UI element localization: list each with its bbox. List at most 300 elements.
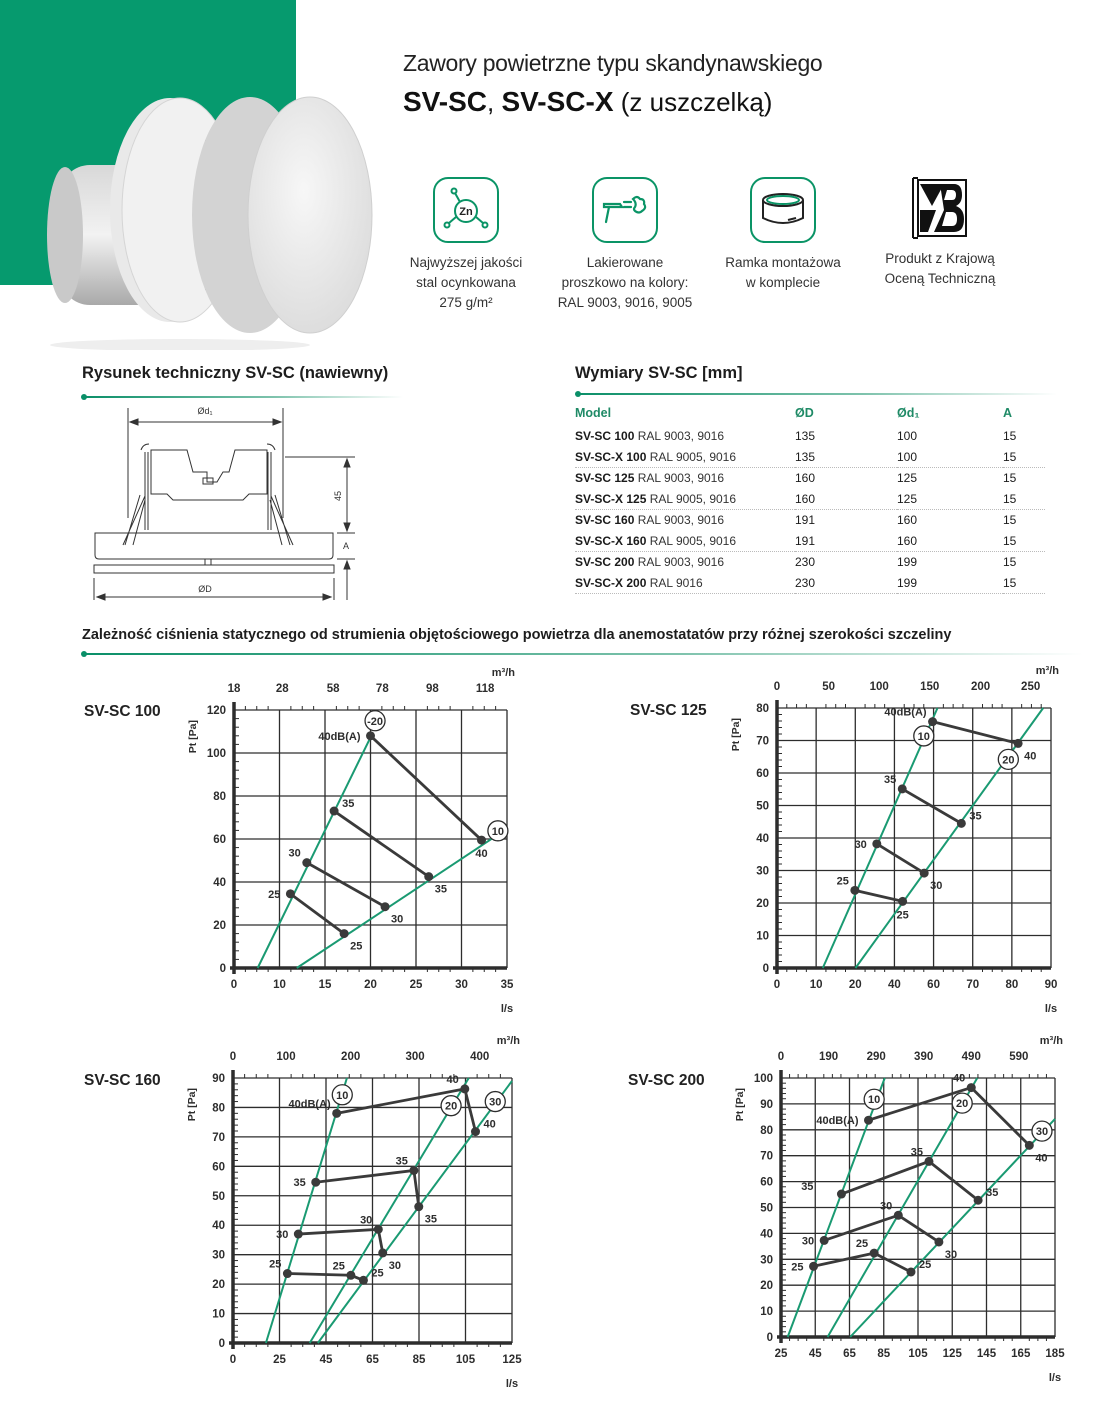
data-point-label: 30	[288, 847, 301, 860]
gap-width-label: 30	[1035, 1126, 1049, 1139]
chart-title-sv-sc-100: SV-SC 100	[84, 703, 161, 720]
cell-d1: 199	[897, 555, 918, 570]
cell-A: 15	[1003, 555, 1017, 570]
x-tick-label: 145	[976, 1348, 997, 1360]
x-axis-unit: l/s	[505, 1378, 519, 1390]
data-point	[283, 1269, 292, 1278]
top-tick-label: 50	[822, 681, 836, 693]
model-name: SV-SC	[403, 86, 488, 117]
itb-logo-icon	[909, 177, 971, 239]
x-axis-unit: l/s	[1044, 1003, 1058, 1015]
data-point-label: 40	[1035, 1152, 1048, 1165]
x-tick-label: 20	[848, 979, 862, 991]
gap-width-label: 10	[917, 730, 930, 743]
y-tick-label: 60	[760, 1176, 773, 1189]
top-tick-label: 200	[341, 1051, 361, 1063]
y-tick-label: 20	[756, 898, 769, 910]
x-axis-unit: l/s	[1048, 1372, 1062, 1384]
zinc-molecule-icon	[433, 177, 499, 243]
x-tick-label: 30	[455, 979, 468, 991]
data-point	[809, 1262, 818, 1271]
model-name: SV-SC-X 160	[575, 533, 647, 548]
y-tick-label: 0	[218, 1338, 225, 1350]
top-tick-label: 18	[227, 683, 241, 695]
data-point-label: 25	[332, 1260, 345, 1273]
data-point-label: 30	[360, 1214, 373, 1227]
ral-colors: RAL 9003, 9016	[637, 471, 725, 486]
col-D: ØD	[795, 406, 814, 420]
data-point	[898, 897, 907, 906]
y-tick-label: 0	[766, 1332, 773, 1344]
data-point	[870, 1249, 879, 1258]
y-tick-label: 90	[760, 1098, 773, 1111]
data-point	[294, 1230, 303, 1239]
cell-model	[575, 468, 795, 489]
x-tick-label: 105	[455, 1354, 476, 1366]
top-tick-label: 490	[961, 1051, 981, 1063]
data-point-label: 40dB(A)	[884, 706, 927, 719]
y-tick-label: 30	[756, 865, 769, 878]
data-point-label: 35	[342, 798, 355, 811]
cell-d1: 100	[897, 447, 1003, 468]
cell-D: 191	[795, 513, 816, 528]
x-tick-label: 15	[318, 979, 332, 991]
y-axis-label: Pt [Pa]	[187, 720, 199, 754]
data-point	[906, 1267, 915, 1276]
cell-model	[575, 531, 795, 552]
data-point	[366, 731, 375, 740]
noise-line-25db	[855, 890, 903, 901]
ral-colors: RAL 9003, 9016	[637, 513, 725, 528]
table-row	[575, 447, 1045, 468]
data-point	[414, 1202, 423, 1211]
cell-D: 135	[795, 447, 897, 468]
x-tick-label: 0	[773, 979, 781, 991]
table-row	[575, 573, 1045, 594]
data-point	[934, 1237, 943, 1246]
data-point	[477, 836, 486, 845]
data-point-label: 25	[268, 888, 281, 901]
data-point-label: 30	[391, 913, 404, 926]
technical-drawing	[85, 400, 375, 605]
x-tick-label: 35	[500, 979, 514, 991]
y-axis-label: Pt [Pa]	[730, 718, 742, 752]
x-tick-label: 10	[273, 979, 286, 991]
data-point	[374, 1225, 383, 1234]
y-axis-label: Pt [Pa]	[734, 1088, 746, 1122]
data-point-label: 40dB(A)	[318, 730, 361, 743]
top-tick-label: 28	[275, 683, 289, 695]
data-point	[1025, 1141, 1034, 1150]
noise-line-35db	[334, 811, 429, 877]
model-name-x: SV-SC-X	[501, 86, 614, 117]
col-A: A	[1003, 406, 1013, 420]
pressure-flow-chart	[722, 648, 1086, 1038]
data-point-label: 30	[944, 1248, 958, 1261]
separator: ,	[487, 87, 502, 117]
chart-title-sv-sc-125: SV-SC 125	[630, 702, 707, 719]
data-point	[850, 886, 859, 895]
top-tick-label: 400	[470, 1051, 490, 1063]
y-tick-label: 80	[760, 1124, 773, 1137]
data-point-label: 35	[395, 1155, 408, 1168]
y-tick-label: 40	[212, 1220, 225, 1233]
cell-A: 15	[1003, 471, 1017, 486]
cell-d1: 125	[897, 471, 918, 486]
cell-d1: 160	[897, 513, 918, 528]
data-point-label: 25	[791, 1261, 804, 1274]
y-tick-label: 30	[760, 1254, 773, 1267]
x-tick-label: 125	[502, 1354, 522, 1366]
top-axis-unit: m³/h	[496, 1035, 520, 1047]
cell-d1: 160	[897, 531, 1003, 552]
data-point-label: 30	[854, 838, 867, 851]
model-name: SV-SC 125	[575, 471, 635, 486]
gap-width-label: 20	[956, 1098, 969, 1111]
top-tick-label: 250	[1021, 681, 1041, 693]
cell-D: 230	[795, 573, 897, 594]
x-tick-label: 165	[1011, 1348, 1031, 1360]
data-point	[330, 807, 339, 816]
data-point	[286, 889, 295, 898]
data-point-label: 40dB(A)	[288, 1098, 331, 1111]
ral-colors: RAL 9005, 9016	[649, 533, 737, 548]
noise-line-40db	[869, 1088, 1030, 1146]
gap-line-20	[310, 1078, 469, 1343]
model-name: SV-SC 200	[575, 555, 635, 570]
x-tick-label: 25	[273, 1354, 286, 1366]
y-tick-label: 50	[756, 800, 769, 813]
data-point	[1014, 739, 1023, 748]
data-point	[346, 1271, 355, 1280]
chart-title-sv-sc-200: SV-SC 200	[628, 1072, 705, 1089]
x-tick-label: 45	[319, 1354, 333, 1366]
data-point-label: 35	[884, 773, 897, 786]
y-tick-label: 100	[206, 748, 226, 760]
gap-width-label: 30	[489, 1096, 502, 1109]
noise-line-40db	[371, 736, 482, 840]
top-tick-label: 190	[819, 1051, 839, 1063]
model-note: (z uszczelką)	[613, 87, 773, 117]
cell-model	[575, 573, 795, 594]
top-tick-label: 0	[773, 681, 781, 693]
y-tick-label: 40	[760, 1228, 773, 1241]
y-tick-label: 50	[760, 1202, 773, 1215]
data-point	[332, 1109, 341, 1118]
data-point	[974, 1196, 983, 1205]
y-tick-label: 120	[206, 705, 226, 717]
y-tick-label: 60	[756, 768, 769, 780]
top-tick-label: 390	[914, 1051, 934, 1063]
x-tick-label: 0	[229, 1354, 237, 1366]
feature-caption: RAL 9003, 9016, 9005	[557, 295, 693, 310]
feature-caption: proszkowo na kolory:	[561, 275, 689, 290]
x-tick-label: 90	[1044, 979, 1058, 991]
cell-D: 135	[795, 429, 816, 444]
top-tick-label: 590	[1009, 1051, 1029, 1063]
table-row	[575, 552, 1045, 573]
top-tick-label: 150	[920, 681, 940, 693]
data-point	[924, 1157, 933, 1166]
x-tick-label: 65	[843, 1348, 856, 1360]
data-point-label: 25	[350, 940, 363, 953]
top-axis-unit: m³/h	[491, 667, 515, 679]
top-tick-label: 118	[475, 683, 495, 695]
gap-width-label: 10	[491, 825, 505, 838]
data-point-label: 30	[930, 880, 943, 893]
x-axis-unit: l/s	[500, 1003, 514, 1015]
y-tick-label: 70	[756, 735, 769, 748]
feature-caption: Produkt z Krajową	[885, 251, 995, 266]
feature-technical-assessment	[860, 177, 1020, 289]
data-point	[820, 1236, 829, 1245]
data-point	[302, 858, 311, 867]
mounting-frame-icon	[750, 177, 816, 243]
x-tick-label: 105	[908, 1348, 928, 1360]
data-point	[311, 1178, 320, 1187]
cell-d1: 199	[897, 573, 1003, 594]
y-tick-label: 70	[212, 1131, 225, 1144]
data-point-label: 25	[371, 1267, 384, 1280]
table-row	[575, 489, 1045, 510]
cell-model	[575, 489, 795, 510]
top-tick-label: 98	[425, 683, 439, 695]
feature-caption: stal ocynkowana	[416, 275, 516, 290]
y-tick-label: 40	[213, 877, 226, 889]
noise-line-30db	[824, 1215, 939, 1242]
x-tick-label: 80	[1005, 979, 1019, 991]
x-tick-label: 85	[877, 1348, 891, 1360]
data-point	[409, 1166, 418, 1175]
ral-colors: RAL 9016	[649, 575, 703, 590]
cell-d1: 125	[897, 489, 1003, 510]
table-row	[575, 531, 1045, 552]
x-tick-label: 40	[888, 979, 901, 991]
data-point	[471, 1127, 480, 1136]
data-point	[460, 1084, 469, 1093]
data-point	[898, 784, 907, 793]
data-point	[381, 902, 390, 911]
dimension-d1-label: Ød₁	[197, 406, 213, 416]
x-tick-label: 70	[966, 979, 980, 991]
top-tick-label: 290	[866, 1051, 886, 1063]
data-point-label: 25	[855, 1238, 869, 1251]
feature-caption: Oceną Techniczną	[884, 271, 996, 286]
gap-line--20	[258, 734, 373, 968]
y-tick-label: 80	[213, 791, 226, 803]
data-point	[872, 839, 881, 848]
dimensions-title: Wymiary SV-SC [mm]	[575, 364, 743, 382]
spray-gun-icon	[592, 177, 658, 243]
gap-width-label: 10	[868, 1094, 881, 1107]
table-row	[575, 468, 1045, 489]
feature-caption: 275 g/m²	[439, 295, 493, 310]
top-tick-label: 200	[970, 681, 991, 693]
y-tick-label: 40	[756, 833, 769, 845]
noise-line-35db	[902, 789, 961, 823]
feature-caption: Lakierowane	[586, 255, 664, 270]
data-point-label: 40	[446, 1073, 459, 1086]
data-point	[424, 872, 433, 881]
top-tick-label: 0	[229, 1051, 237, 1063]
feature-mounting-frame	[703, 177, 863, 293]
page-title: Zawory powietrzne typu skandynawskiego	[403, 50, 823, 76]
x-tick-label: 60	[927, 979, 940, 991]
y-tick-label: 20	[213, 920, 226, 932]
top-tick-label: 0	[777, 1051, 785, 1063]
data-point-label: 40dB(A)	[816, 1115, 859, 1128]
data-point-label: 35	[293, 1177, 306, 1190]
ral-colors: RAL 9005, 9016	[649, 449, 737, 464]
y-tick-label: 100	[753, 1073, 773, 1085]
cell-model	[575, 510, 795, 531]
data-point-label: 35	[801, 1181, 814, 1194]
ral-colors: RAL 9003, 9016	[637, 555, 725, 570]
data-point	[359, 1276, 368, 1285]
y-tick-label: 50	[212, 1190, 225, 1203]
gap-width-label: 20	[444, 1100, 458, 1113]
product-photo	[40, 90, 390, 350]
pressure-flow-chart	[726, 1018, 1090, 1407]
data-point-label: 30	[388, 1259, 401, 1272]
cell-A: 15	[1003, 573, 1045, 594]
cell-A: 15	[1003, 447, 1045, 468]
table-header-row	[575, 400, 1045, 426]
section-rule	[83, 396, 403, 398]
data-point	[894, 1211, 903, 1220]
y-tick-label: 10	[760, 1306, 773, 1319]
y-tick-label: 60	[213, 834, 226, 846]
data-point-label: 35	[434, 883, 447, 896]
y-tick-label: 0	[219, 963, 226, 975]
cell-d1: 100	[897, 429, 918, 444]
y-tick-label: 30	[212, 1249, 225, 1262]
feature-galvanized-steel	[386, 177, 546, 313]
data-point	[928, 717, 937, 726]
y-axis-label: Pt [Pa]	[186, 1088, 198, 1122]
y-tick-label: 20	[212, 1279, 225, 1292]
x-tick-label: 20	[364, 979, 377, 991]
y-tick-label: 90	[212, 1073, 225, 1085]
top-tick-label: 100	[276, 1051, 296, 1063]
data-point-label: 25	[896, 909, 909, 922]
data-point-label: 30	[276, 1229, 289, 1242]
noise-line-30db	[307, 863, 385, 907]
data-point	[920, 869, 929, 878]
pressure-flow-chart	[178, 1018, 547, 1413]
cell-D: 191	[795, 531, 897, 552]
dimension-D-label: ØD	[198, 584, 212, 594]
data-point-label: 25	[836, 875, 849, 888]
data-point-label: 35	[969, 810, 982, 823]
drawing-title: Rysunek techniczny SV-SC (nawiewny)	[82, 364, 389, 382]
y-tick-label: 20	[760, 1280, 773, 1293]
y-tick-label: 10	[756, 930, 769, 943]
cell-model	[575, 447, 795, 468]
feature-caption: Ramka montażowa	[725, 255, 841, 270]
data-point	[957, 819, 966, 828]
top-tick-label: 78	[375, 683, 389, 695]
dimensions-table	[575, 400, 1045, 594]
data-point-label: 35	[986, 1187, 999, 1200]
x-tick-label: 125	[942, 1348, 962, 1360]
top-axis-unit: m³/h	[1035, 665, 1059, 677]
top-tick-label: 58	[326, 683, 340, 695]
table-row	[575, 510, 1045, 531]
model-name: SV-SC-X 100	[575, 449, 647, 464]
data-point-label: 40	[1024, 750, 1037, 763]
chart-title-sv-sc-160: SV-SC 160	[84, 1072, 161, 1089]
data-point	[967, 1083, 976, 1092]
cell-D: 160	[795, 471, 816, 486]
data-point-label: 30	[801, 1235, 815, 1248]
y-tick-label: 10	[212, 1308, 225, 1321]
y-tick-label: 0	[762, 963, 769, 975]
gap-width-label: 20	[1002, 754, 1015, 767]
model-name: SV-SC 160	[575, 513, 635, 528]
cell-D: 230	[795, 555, 816, 570]
noise-line-25db	[290, 894, 344, 934]
feature-caption: w komplecie	[745, 275, 821, 290]
section-rule	[577, 393, 1057, 395]
x-tick-label: 25	[774, 1348, 788, 1360]
data-point-label: 25	[269, 1258, 282, 1271]
data-point-label: 40	[475, 848, 488, 861]
ral-colors: RAL 9003, 9016	[637, 429, 725, 444]
noise-line-30db	[877, 844, 924, 873]
top-axis-unit: m³/h	[1039, 1035, 1063, 1047]
x-tick-label: 85	[412, 1354, 426, 1366]
top-tick-label: 100	[869, 681, 889, 693]
model-name: SV-SC-X 200	[575, 575, 647, 590]
feature-powder-coated	[545, 177, 705, 313]
y-tick-label: 80	[756, 703, 769, 715]
col-model: Model	[575, 406, 612, 420]
cell-A: 15	[1003, 489, 1045, 510]
model-name: SV-SC 100	[575, 429, 635, 444]
cell-D: 160	[795, 489, 897, 510]
y-tick-label: 80	[212, 1102, 225, 1115]
data-point-label: 40	[483, 1118, 496, 1131]
dimension-A-label: A	[343, 541, 350, 551]
cell-A: 15	[1003, 531, 1045, 552]
dimension-45-label: 45	[333, 490, 343, 502]
gap-line-10	[266, 1078, 347, 1343]
data-point	[340, 929, 349, 938]
zinc-badge-text: Zn	[459, 206, 473, 218]
data-point-label: 35	[910, 1146, 923, 1159]
ral-colors: RAL 9005, 9016	[649, 491, 737, 506]
cell-model	[575, 552, 795, 573]
x-tick-label: 0	[230, 979, 238, 991]
data-point-label: 25	[918, 1258, 932, 1271]
x-tick-label: 45	[808, 1348, 822, 1360]
x-tick-label: 25	[409, 979, 423, 991]
page-subtitle	[403, 86, 772, 118]
feature-caption: Najwyższej jakości	[409, 255, 523, 270]
y-tick-label: 60	[212, 1161, 225, 1174]
col-d1: Ød₁	[897, 406, 920, 420]
data-point	[864, 1116, 873, 1125]
gap-width-label: -20	[367, 715, 384, 728]
data-point-label: 40	[953, 1072, 966, 1085]
cell-A: 15	[1003, 513, 1017, 528]
x-tick-label: 10	[809, 979, 823, 991]
x-tick-label: 65	[366, 1354, 379, 1366]
table-row	[575, 426, 1045, 447]
top-tick-label: 300	[405, 1051, 425, 1063]
charts-section-title: Zależność ciśnienia statycznego od strumienia objętościowego powietrza dla anemostatatów przy różnej szerokości szczeliny	[82, 627, 952, 643]
